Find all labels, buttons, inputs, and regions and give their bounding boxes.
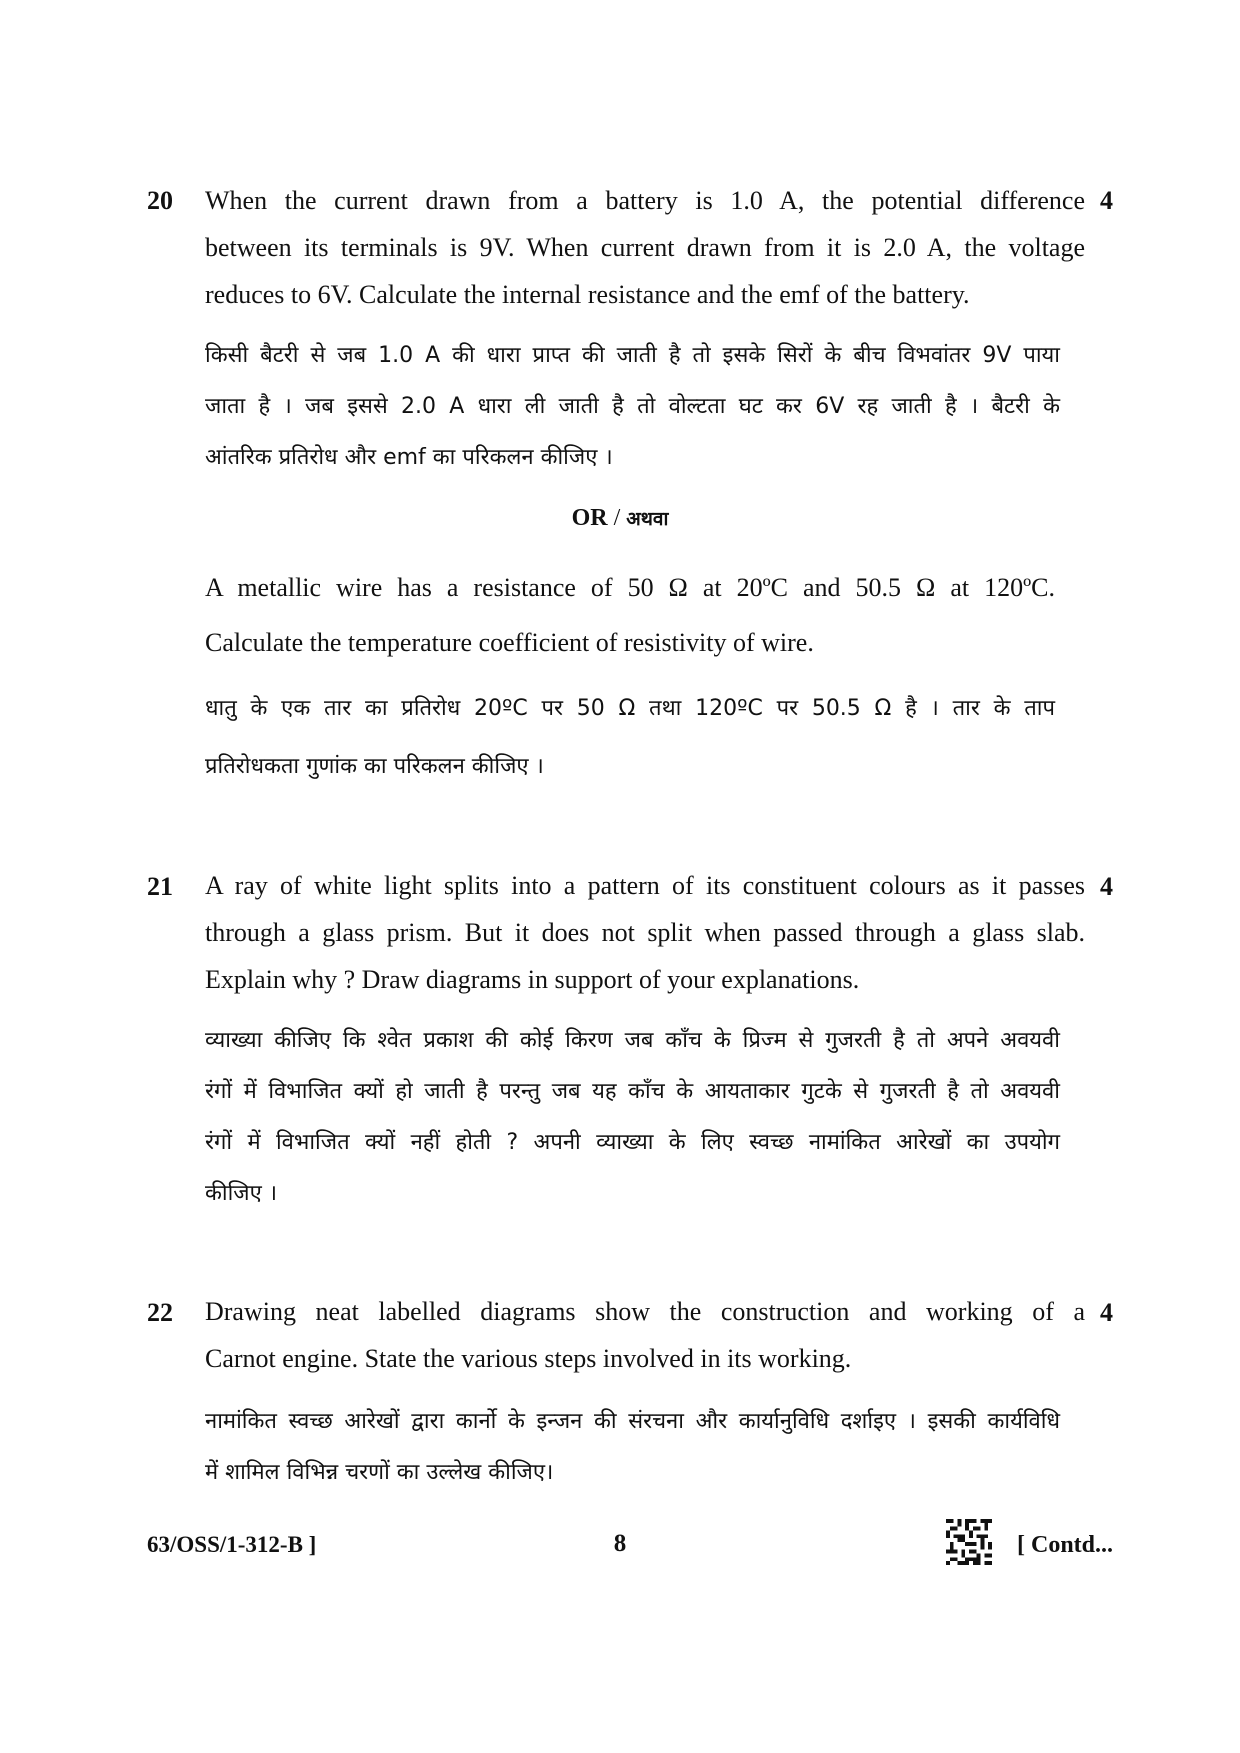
text-line: किसी बैटरी से जब 1.0 A की धारा प्राप्त की जाती है तो इसके सिरों के बीच विभवांतर 9V पाया — [205, 343, 1060, 368]
text-line: reduces to 6V. Calculate the internal resistance and the emf of the battery. — [205, 280, 970, 309]
question-marks: 4 — [1100, 872, 1113, 901]
text-line: नामांकित स्वच्छ आरेखों द्वारा कार्नो के इन्जन की संरचना और कार्यानुविधि दर्शाइए । इसकी कार्यविधि — [205, 1409, 1060, 1434]
question-number: 20 — [147, 186, 173, 215]
qr-code-icon — [946, 1518, 992, 1566]
text-line: व्याख्या कीजिए कि श्वेत प्रकाश की कोई किरण जब काँच के प्रिज्म से गुजरती है तो अपने अवयवी — [205, 1028, 1060, 1053]
continued-label: [ Contd... — [1017, 1532, 1114, 1558]
text-line: A ray of white light splits into a pattern of its constituent colours as it passes — [205, 871, 1085, 900]
text-line: between its terminals is 9V. When current drawn from it is 2.0 A, the voltage — [205, 233, 1085, 262]
question-text-english — [205, 177, 1085, 318]
alternative-text-english — [205, 560, 1055, 670]
question-marks: 4 — [1100, 186, 1113, 215]
alternative-text-hindi — [205, 680, 1055, 796]
page-number: 8 — [613, 1530, 627, 1557]
question-text-english — [205, 862, 1085, 1003]
paper-code: 63/OSS/1-312-B ] — [147, 1532, 317, 1557]
question-text-hindi — [205, 1396, 1060, 1498]
text-line: through a glass prism. But it does not split when passed through a glass slab. — [205, 918, 1085, 947]
or-label-english: OR — [571, 505, 608, 531]
text-line: प्रतिरोधकता गुणांक का परिकलन कीजिए । — [205, 754, 544, 779]
question-text-hindi — [205, 1015, 1060, 1219]
text-line: When the current drawn from a battery is 1.0 A, the potential difference — [205, 186, 1085, 215]
text-line: Calculate the temperature coefficient of resistivity of wire. — [205, 628, 814, 657]
text-line: Explain why ? Draw diagrams in support of your explanations. — [205, 965, 860, 994]
text-line: A metallic wire has a resistance of 50 Ω at 20ºC and 50.5 Ω at 120ºC. — [205, 573, 1055, 602]
or-divider — [0, 503, 1240, 534]
text-line: रंगों में विभाजित क्यों नहीं होती ? अपनी व्याख्या के लिए स्वच्छ नामांकित आरेखों का उपयोग — [205, 1130, 1060, 1155]
question-number: 22 — [147, 1298, 173, 1327]
text-line: Drawing neat labelled diagrams show the construction and working of a — [205, 1297, 1085, 1326]
text-line: जाता है । जब इससे 2.0 A धारा ली जाती है तो वोल्टता घट कर 6V रह जाती है । बैटरी के — [205, 394, 1060, 419]
question-text-hindi — [205, 330, 1060, 483]
or-separator: / — [613, 505, 621, 531]
question-text-english — [205, 1288, 1085, 1382]
question-marks: 4 — [1100, 1298, 1113, 1327]
question-number: 21 — [147, 872, 173, 901]
text-line: आंतरिक प्रतिरोध और emf का परिकलन कीजिए । — [205, 445, 613, 470]
text-line: कीजिए । — [205, 1181, 278, 1206]
text-line: में शामिल विभिन्न चरणों का उल्लेख कीजिए। — [205, 1460, 554, 1485]
text-line: धातु के एक तार का प्रतिरोध 20ºC पर 50 Ω तथा 120ºC पर 50.5 Ω है । तार के ताप — [205, 696, 1055, 721]
or-label-hindi: अथवा — [626, 508, 669, 530]
text-line: रंगों में विभाजित क्यों हो जाती है परन्तु जब यह काँच के आयताकार गुटके से गुजरती है तो अवयवी — [205, 1079, 1060, 1104]
text-line: Carnot engine. State the various steps involved in its working. — [205, 1344, 852, 1373]
